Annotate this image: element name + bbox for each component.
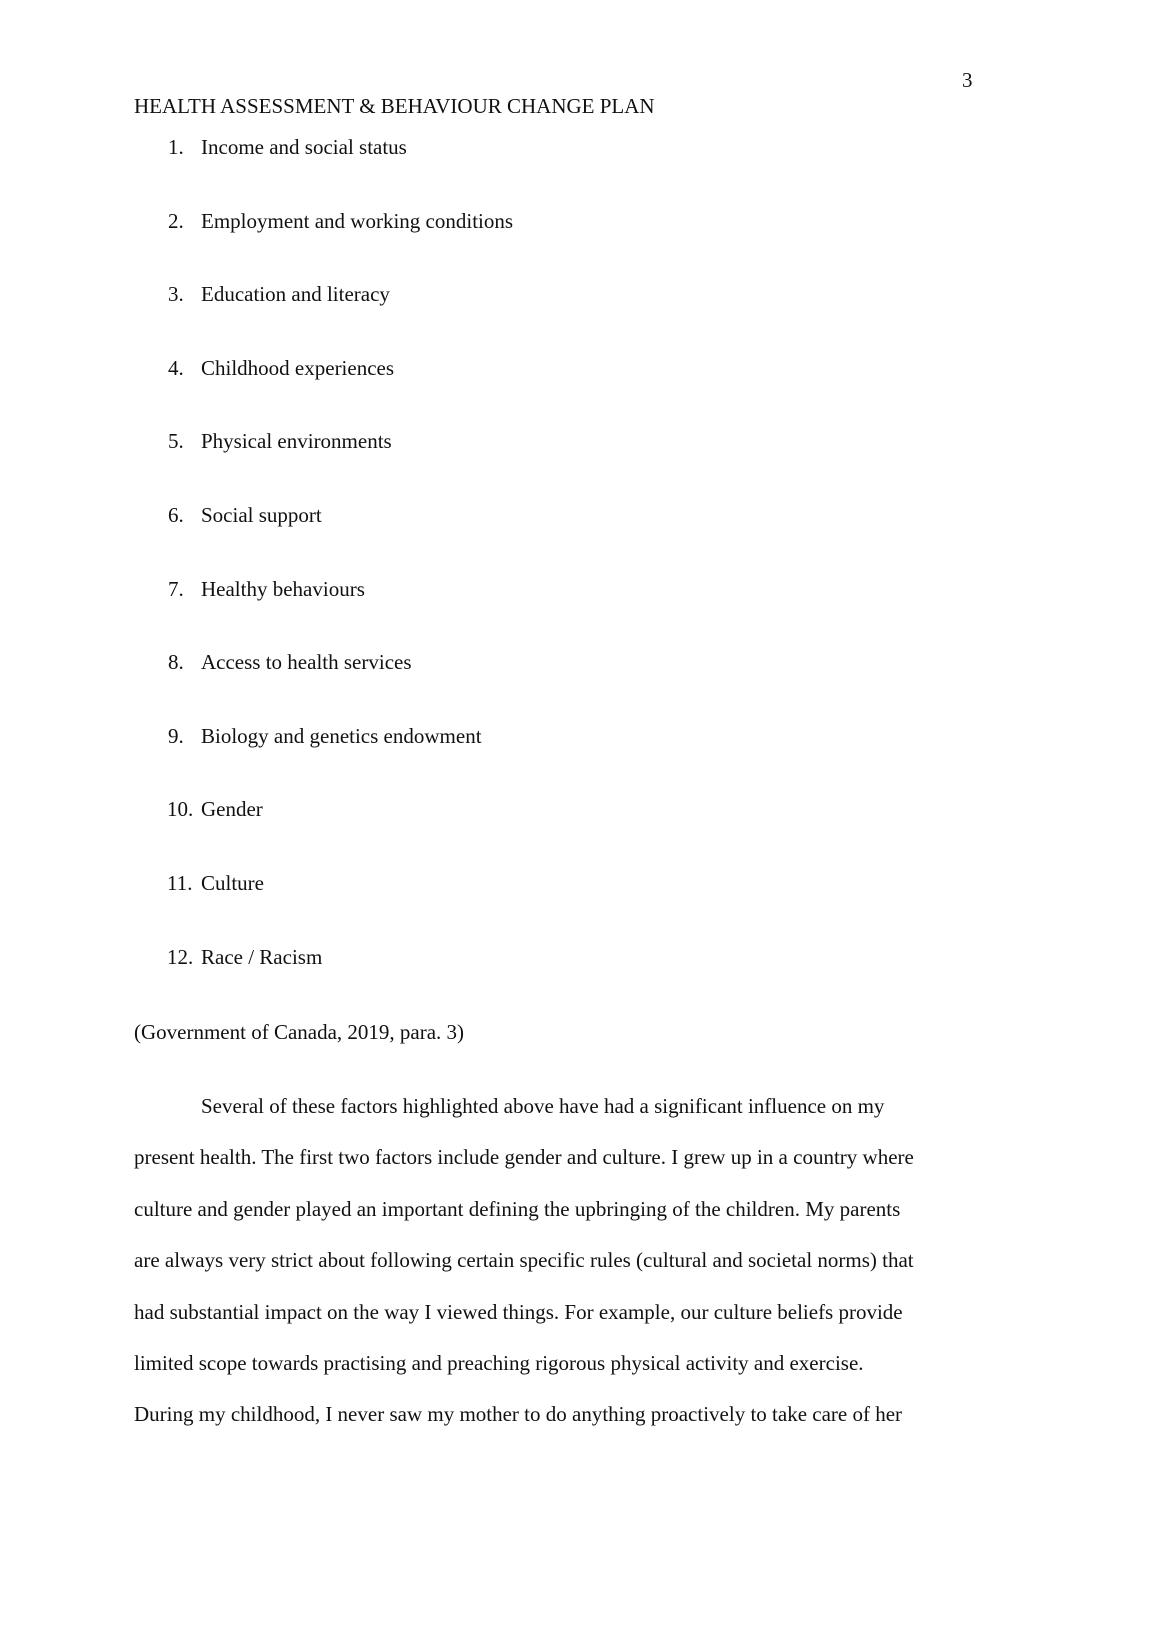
list-item-text: Childhood experiences [201, 355, 395, 380]
list-item-number: 2. [168, 208, 184, 233]
paragraph-line: had substantial impact on the way I viewed things. For example, our culture beliefs provide [134, 1299, 903, 1324]
list-item-number: 3. [168, 282, 184, 307]
list-item-number: 8. [168, 650, 184, 675]
list-item-number: 9. [168, 723, 184, 748]
citation: (Government of Canada, 2019, para. 3) [134, 1020, 465, 1044]
page-number: 3 [962, 68, 973, 92]
list-item-number: 4. [168, 355, 184, 380]
list-item-number: 7. [168, 576, 184, 601]
paragraph-line: present health. The first two factors include gender and culture. I grew up in a country where [134, 1145, 914, 1170]
list-item-number: 6. [168, 503, 184, 527]
list-item-text: Physical environments [201, 429, 392, 454]
list-item-text: Employment and working conditions [201, 208, 514, 233]
list-item-text: Culture [201, 871, 264, 895]
paragraph-line: limited scope towards practising and preaching rigorous physical activity and exercise. [134, 1351, 864, 1375]
paragraph-line: culture and gender played an important defining the upbringing of the children. My parents [134, 1196, 901, 1221]
paragraph-line: Several of these factors highlighted above have had a significant influence on my [201, 1094, 885, 1118]
list-item-number: 10. [167, 797, 194, 822]
list-item-number: 11. [167, 871, 193, 895]
list-item-text: Gender [201, 797, 263, 822]
list-item-number: 5. [168, 429, 184, 454]
list-item-text: Income and social status [201, 135, 407, 159]
list-item-number: 1. [168, 135, 184, 159]
list-item-text: Healthy behaviours [201, 576, 365, 601]
list-item-number: 12. [167, 944, 194, 969]
list-item-text: Race / Racism [201, 944, 323, 969]
list-item-text: Biology and genetics endowment [201, 723, 482, 748]
list-item-text: Access to health services [201, 650, 412, 675]
running-head: HEALTH ASSESSMENT & BEHAVIOUR CHANGE PLAN [134, 94, 655, 118]
paragraph-line: are always very strict about following certain specific rules (cultural and societal norms) that [134, 1248, 914, 1273]
list-item-text: Education and literacy [201, 282, 390, 307]
paragraph-line: During my childhood, I never saw my mother to do anything proactively to take care of her [134, 1402, 903, 1427]
list-item-text: Social support [201, 503, 322, 527]
